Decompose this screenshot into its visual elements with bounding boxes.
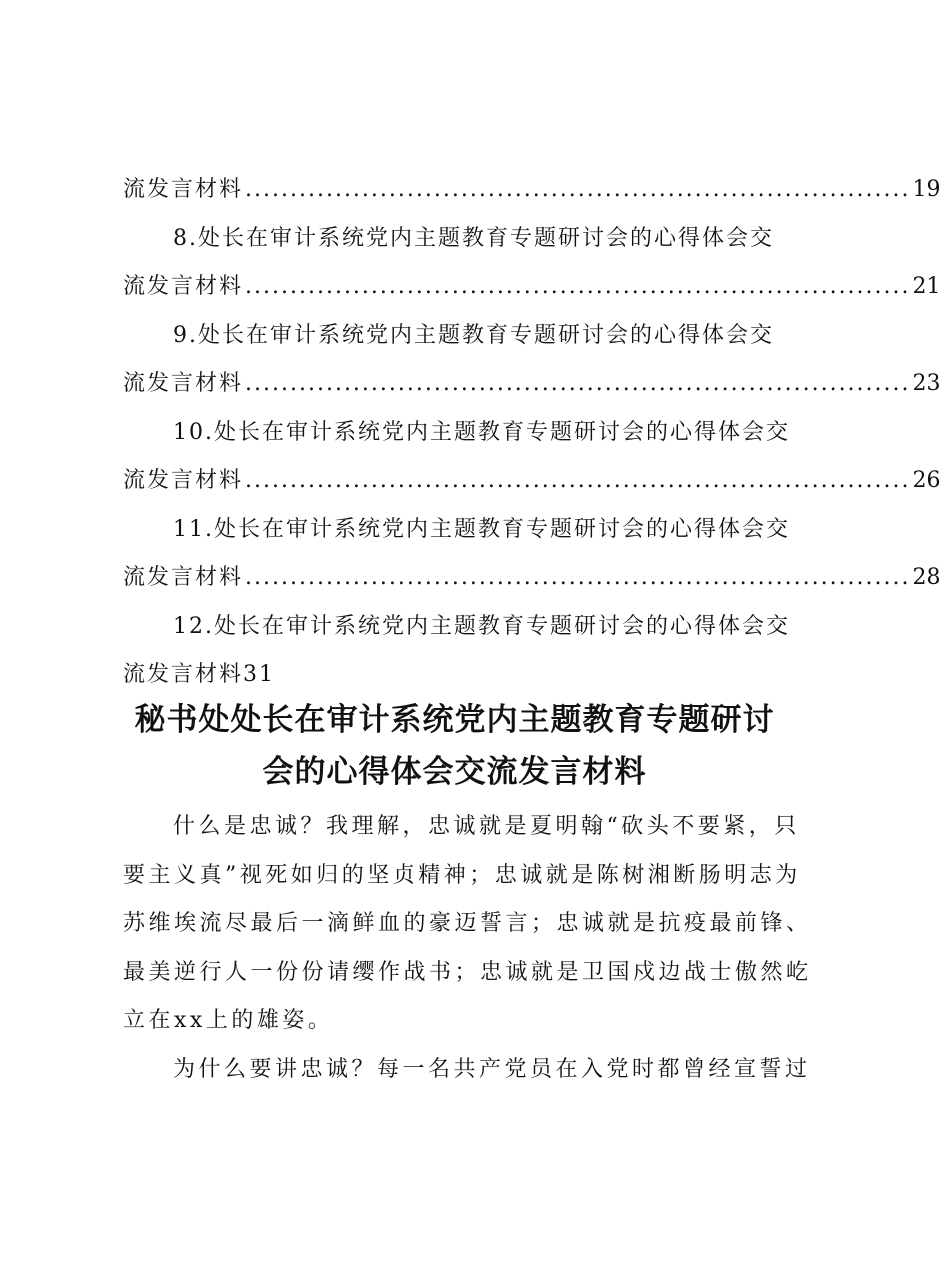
toc-entry-title: 8.处长在审计系统党内主题教育专题研讨会的心得体会交 bbox=[173, 225, 774, 251]
toc-page-number: 28 bbox=[912, 565, 941, 590]
toc-entry-title: 11.处长在审计系统党内主题教育专题研讨会的心得体会交 bbox=[173, 516, 790, 542]
toc-entry-label: 流发言材料 bbox=[123, 565, 244, 590]
paragraph-1-line: 苏维埃流尽最后一滴鲜血的豪迈誓言；忠诚就是抗疫最前锋、 bbox=[123, 911, 812, 936]
document-heading bbox=[100, 694, 809, 798]
paragraph-2-line: 为什么要讲忠诚？每一名共产党员在入党时都曾经宣誓过 bbox=[173, 1056, 811, 1082]
toc-page-number: 19 bbox=[912, 177, 941, 202]
toc-entry-title: 9.处长在审计系统党内主题教育专题研讨会的心得体会交 bbox=[173, 322, 774, 348]
paragraph-1-line: 最美逆行人一份份请缨作战书；忠诚就是卫国戍边战士傲然屹 bbox=[123, 959, 812, 985]
toc-page-number: 21 bbox=[912, 274, 941, 299]
toc-leader-dots: .......................................................................... bbox=[245, 177, 911, 202]
heading-line-1: 秘书处处长在审计系统党内主题教育专题研讨 bbox=[134, 702, 775, 738]
toc-leader-dots: .......................................................................... bbox=[245, 468, 911, 493]
paragraph-1-line: 什么是忠诚？我理解，忠诚就是夏明翰“砍头不要紧，只 bbox=[173, 814, 800, 839]
toc-entry-8-continuation[interactable] bbox=[123, 263, 941, 312]
toc-leader-dots: .......................................................................... bbox=[245, 565, 911, 590]
toc-entry-label: 流发言材料 bbox=[123, 371, 244, 396]
toc-entry-9[interactable] bbox=[123, 312, 795, 361]
toc-entry-label: 流发言材料31 bbox=[123, 662, 275, 687]
toc-entry-9-continuation[interactable] bbox=[123, 360, 941, 409]
toc-entry-11[interactable] bbox=[123, 506, 795, 555]
toc-page-number: 23 bbox=[912, 371, 941, 396]
toc-entry-11-continuation[interactable] bbox=[123, 554, 941, 603]
toc-entry-title: 10.处长在审计系统党内主题教育专题研讨会的心得体会交 bbox=[173, 419, 790, 445]
toc-entry-title: 12.处长在审计系统党内主题教育专题研讨会的心得体会交 bbox=[173, 613, 790, 639]
toc-entry-7-continuation[interactable] bbox=[123, 166, 941, 215]
paragraph-1-line: 要主义真”视死如归的坚贞精神；忠诚就是陈树湘断肠明志为 bbox=[123, 862, 801, 888]
toc-page-number: 26 bbox=[912, 468, 941, 493]
toc-entry-10-continuation[interactable] bbox=[123, 457, 941, 506]
paragraph-1-line: 立在xx上的雄姿。 bbox=[123, 1008, 334, 1033]
toc-entry-label: 流发言材料 bbox=[123, 274, 244, 299]
table-of-contents bbox=[123, 166, 941, 700]
toc-entry-12-continuation[interactable] bbox=[123, 651, 795, 700]
toc-leader-dots: .......................................................................... bbox=[245, 371, 911, 396]
heading-line-2: 会的心得体会交流发言材料 bbox=[262, 754, 647, 790]
toc-entry-12[interactable] bbox=[123, 603, 795, 652]
toc-entry-10[interactable] bbox=[123, 409, 795, 458]
toc-entry-label: 流发言材料 bbox=[123, 468, 244, 493]
toc-entry-8[interactable] bbox=[123, 215, 795, 264]
toc-leader-dots: .......................................................................... bbox=[245, 274, 911, 299]
body-text bbox=[123, 803, 812, 1094]
toc-entry-label: 流发言材料 bbox=[123, 177, 244, 202]
